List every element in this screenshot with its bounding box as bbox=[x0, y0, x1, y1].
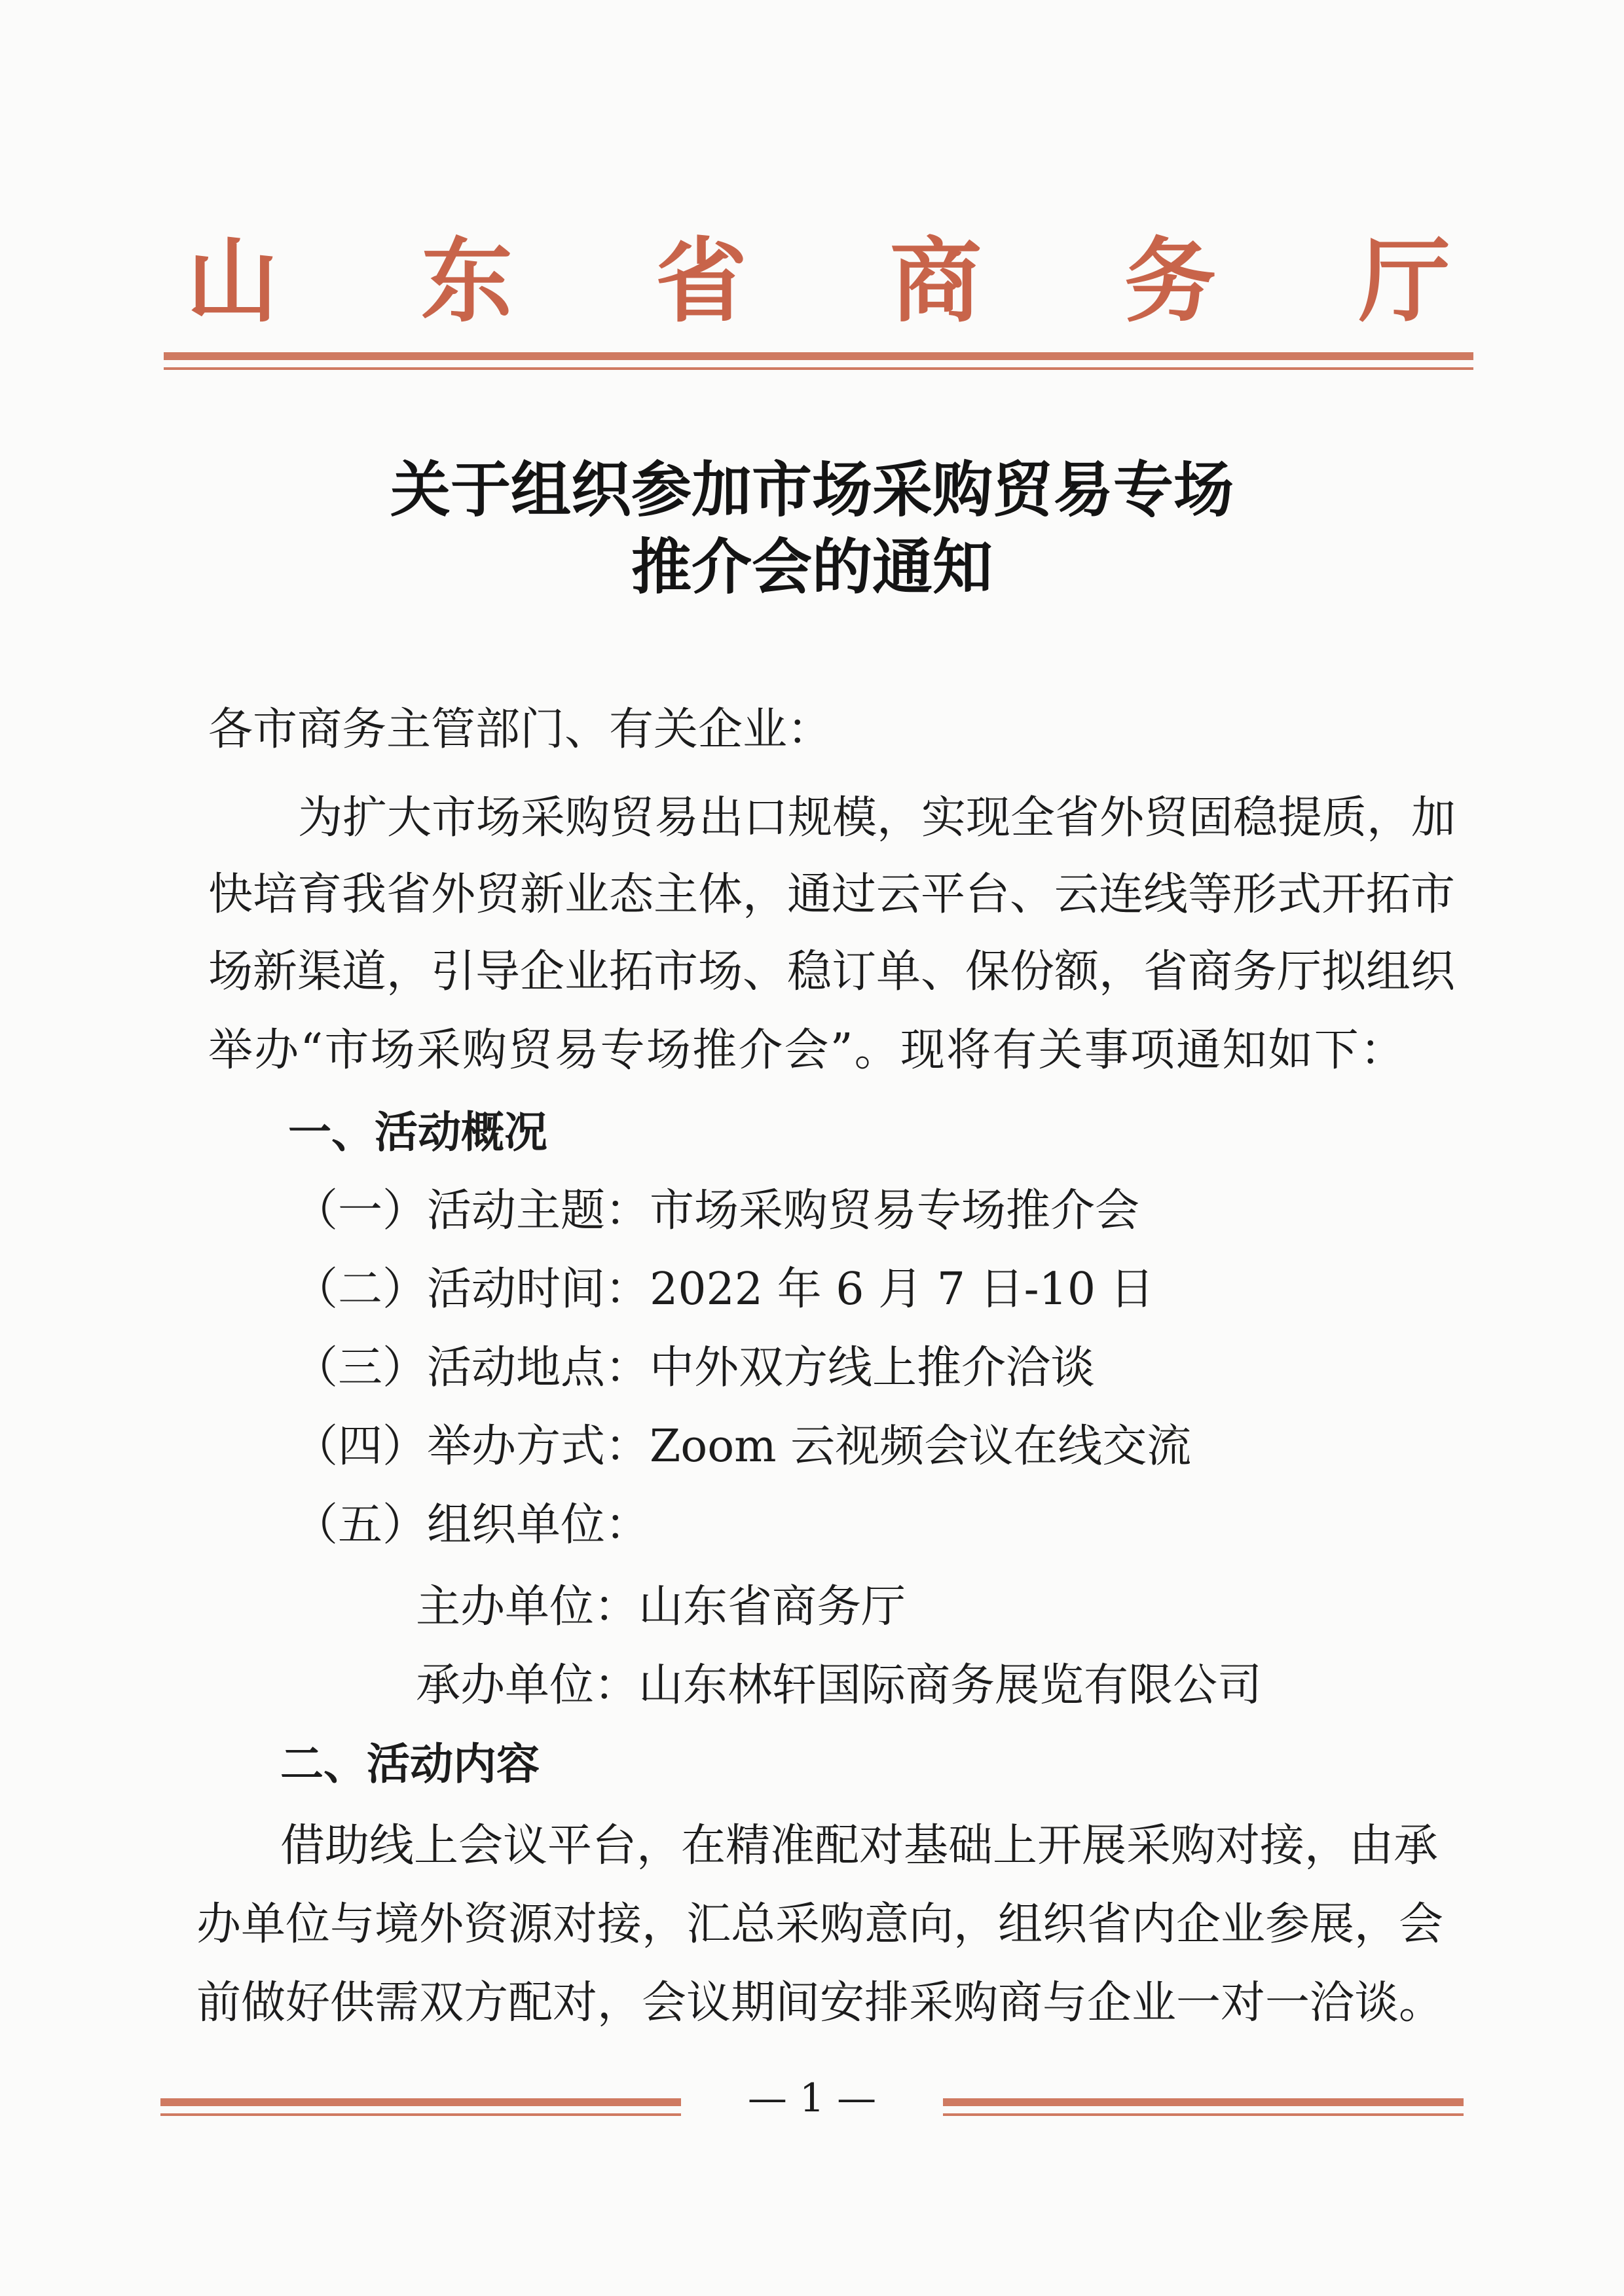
title-line-2: 推介会的通知 bbox=[631, 532, 993, 602]
header-rule-thin bbox=[164, 367, 1473, 370]
section-2-line-1: 借助线上会议平台，在精准配对基础上开展采购对接，由承 bbox=[280, 1820, 1439, 1872]
organizer-line bbox=[416, 1578, 906, 1637]
section-1-item-2 bbox=[293, 1260, 1154, 1319]
item-value: 2022 年 6 月 7 日-10 日 bbox=[650, 1264, 1154, 1315]
document-title bbox=[196, 452, 1428, 606]
title-line-1: 关于组织参加市场采购贸易专场 bbox=[390, 455, 1234, 525]
intro-line-2: 快培育我省外贸新业态主体，通过云平台、云连线等形式开拓市 bbox=[208, 869, 1456, 920]
letterhead-char: 山 bbox=[186, 228, 278, 335]
section-2-line-3: 前做好供需双方配对，会议期间安排采购商与企业一对一洽谈。 bbox=[196, 1977, 1444, 2029]
undertaker-line bbox=[416, 1656, 1262, 1715]
letterhead bbox=[167, 216, 1470, 347]
letterhead-char: 东 bbox=[420, 228, 513, 335]
item-label: （五）组织单位： bbox=[293, 1499, 650, 1551]
letterhead-char: 厅 bbox=[1358, 228, 1450, 335]
section-1-item-4 bbox=[293, 1417, 1191, 1476]
item-value: Zoom 云视频会议在线交流 bbox=[650, 1421, 1192, 1472]
item-label: （二）活动时间： bbox=[293, 1264, 650, 1315]
section-1-heading: 一、活动概况 bbox=[288, 1107, 547, 1157]
item-value: 市场采购贸易专场推介会 bbox=[650, 1185, 1140, 1237]
item-label: （四）举办方式： bbox=[293, 1421, 650, 1472]
section-2-heading: 二、活动内容 bbox=[280, 1739, 540, 1789]
section-1-item-1 bbox=[293, 1182, 1139, 1241]
item-label: （三）活动地点： bbox=[293, 1342, 650, 1394]
undertaker-value: 山东林轩国际商务展览有限公司 bbox=[638, 1660, 1263, 1711]
item-label: （一）活动主题： bbox=[293, 1185, 650, 1237]
intro-line-3: 场新渠道，引导企业拓市场、稳订单、保份额，省商务厅拟组织 bbox=[208, 946, 1456, 998]
letterhead-char: 省 bbox=[655, 228, 747, 335]
intro-line-1: 为扩大市场采购贸易出口规模，实现全省外贸固稳提质，加 bbox=[298, 792, 1456, 844]
letterhead-char: 务 bbox=[1124, 228, 1216, 335]
header-rule-thick bbox=[164, 352, 1473, 360]
organizer-label: 主办单位： bbox=[416, 1581, 639, 1633]
salutation: 各市商务主管部门、有关企业： bbox=[208, 704, 832, 756]
page-number: — 1 — bbox=[681, 2072, 943, 2124]
item-value: 中外双方线上推介洽谈 bbox=[650, 1342, 1096, 1394]
section-2-line-2: 办单位与境外资源对接，汇总采购意向，组织省内企业参展，会 bbox=[196, 1899, 1444, 1950]
intro-line-4: 举办“市场采购贸易专场推介会”。现将有关事项通知如下： bbox=[208, 1025, 1405, 1076]
section-1-item-5 bbox=[293, 1496, 650, 1555]
letterhead-char: 商 bbox=[889, 228, 982, 335]
undertaker-label: 承办单位： bbox=[416, 1660, 639, 1711]
section-1-item-3 bbox=[293, 1339, 1095, 1398]
organizer-value: 山东省商务厅 bbox=[638, 1581, 906, 1633]
